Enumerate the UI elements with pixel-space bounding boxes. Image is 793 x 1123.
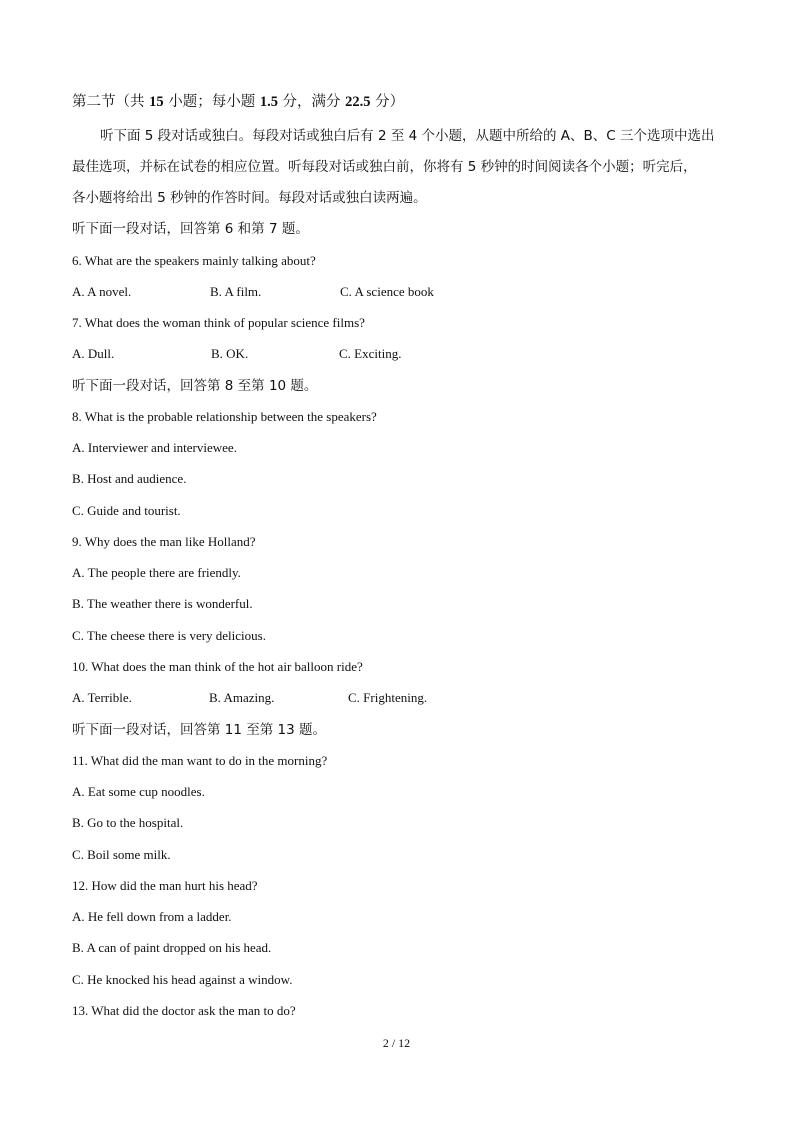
question-12-option-c: C. He knocked his head against a window.	[72, 972, 293, 987]
question-12-option-b: B. A can of paint dropped on his head.	[72, 940, 272, 955]
question-7: 7. What does the woman think of popular science films?	[72, 315, 365, 330]
instructions-line-1: 听下面 5 段对话或独白。每段对话或独白后有 2 至 4 个小题，从题中所给的 A、B、C 三个选项中选出	[100, 128, 715, 144]
heading-prefix: 第二节（共	[72, 94, 150, 110]
option-a: A. Terrible.	[72, 690, 132, 705]
question-12: 12. How did the man hurt his head?	[72, 878, 258, 893]
question-11: 11. What did the man want to do in the morning?	[72, 753, 328, 768]
question-10: 10. What does the man think of the hot air balloon ride?	[72, 659, 363, 674]
heading-mid1: 小题；每小题	[163, 94, 260, 110]
dialogue-intro-3: 听下面一段对话，回答第 11 至第 13 题。	[72, 722, 327, 738]
question-8: 8. What is the probable relationship between the speakers?	[72, 409, 377, 424]
question-6: 6. What are the speakers mainly talking about?	[72, 253, 316, 268]
dialogue-intro-2: 听下面一段对话，回答第 8 至第 10 题。	[72, 378, 318, 394]
option-a: A. Dull.	[72, 346, 115, 361]
question-11-option-c: C. Boil some milk.	[72, 847, 171, 862]
question-9-option-b: B. The weather there is wonderful.	[72, 596, 253, 611]
instructions-line-2: 最佳选项，并标在试卷的相应位置。听每段对话或独白前，你将有 5 秒钟的时间阅读各个小题；听完后，	[72, 159, 697, 175]
option-b: B. Amazing.	[209, 690, 275, 705]
question-11-option-a: A. Eat some cup noodles.	[72, 784, 205, 799]
question-9: 9. Why does the man like Holland?	[72, 534, 256, 549]
question-8-option-c: C. Guide and tourist.	[72, 503, 181, 518]
heading-mid2: 分，满分	[277, 94, 346, 110]
option-c: C. A science book	[340, 284, 434, 299]
question-11-option-b: B. Go to the hospital.	[72, 815, 184, 830]
heading-suffix: 分）	[370, 94, 405, 110]
heading-count: 15	[149, 94, 164, 110]
option-a: A. A novel.	[72, 284, 132, 299]
heading-score: 1.5	[259, 94, 278, 110]
question-9-option-a: A. The people there are friendly.	[72, 565, 241, 580]
option-b: B. A film.	[210, 284, 262, 299]
section-heading	[72, 94, 404, 110]
option-b: B. OK.	[211, 346, 249, 361]
question-8-option-b: B. Host and audience.	[72, 471, 187, 486]
option-c: C. Exciting.	[339, 346, 402, 361]
heading-total: 22.5	[345, 94, 371, 110]
page-number: 2 / 12	[382, 1036, 411, 1050]
question-8-option-a: A. Interviewer and interviewee.	[72, 440, 237, 455]
option-c: C. Frightening.	[348, 690, 428, 705]
question-12-option-a: A. He fell down from a ladder.	[72, 909, 232, 924]
dialogue-intro-1: 听下面一段对话，回答第 6 和第 7 题。	[72, 221, 309, 237]
question-9-option-c: C. The cheese there is very delicious.	[72, 628, 266, 643]
question-13: 13. What did the doctor ask the man to do?	[72, 1003, 296, 1018]
instructions-line-3: 各小题将给出 5 秒钟的作答时间。每段对话或独白读两遍。	[72, 190, 427, 206]
